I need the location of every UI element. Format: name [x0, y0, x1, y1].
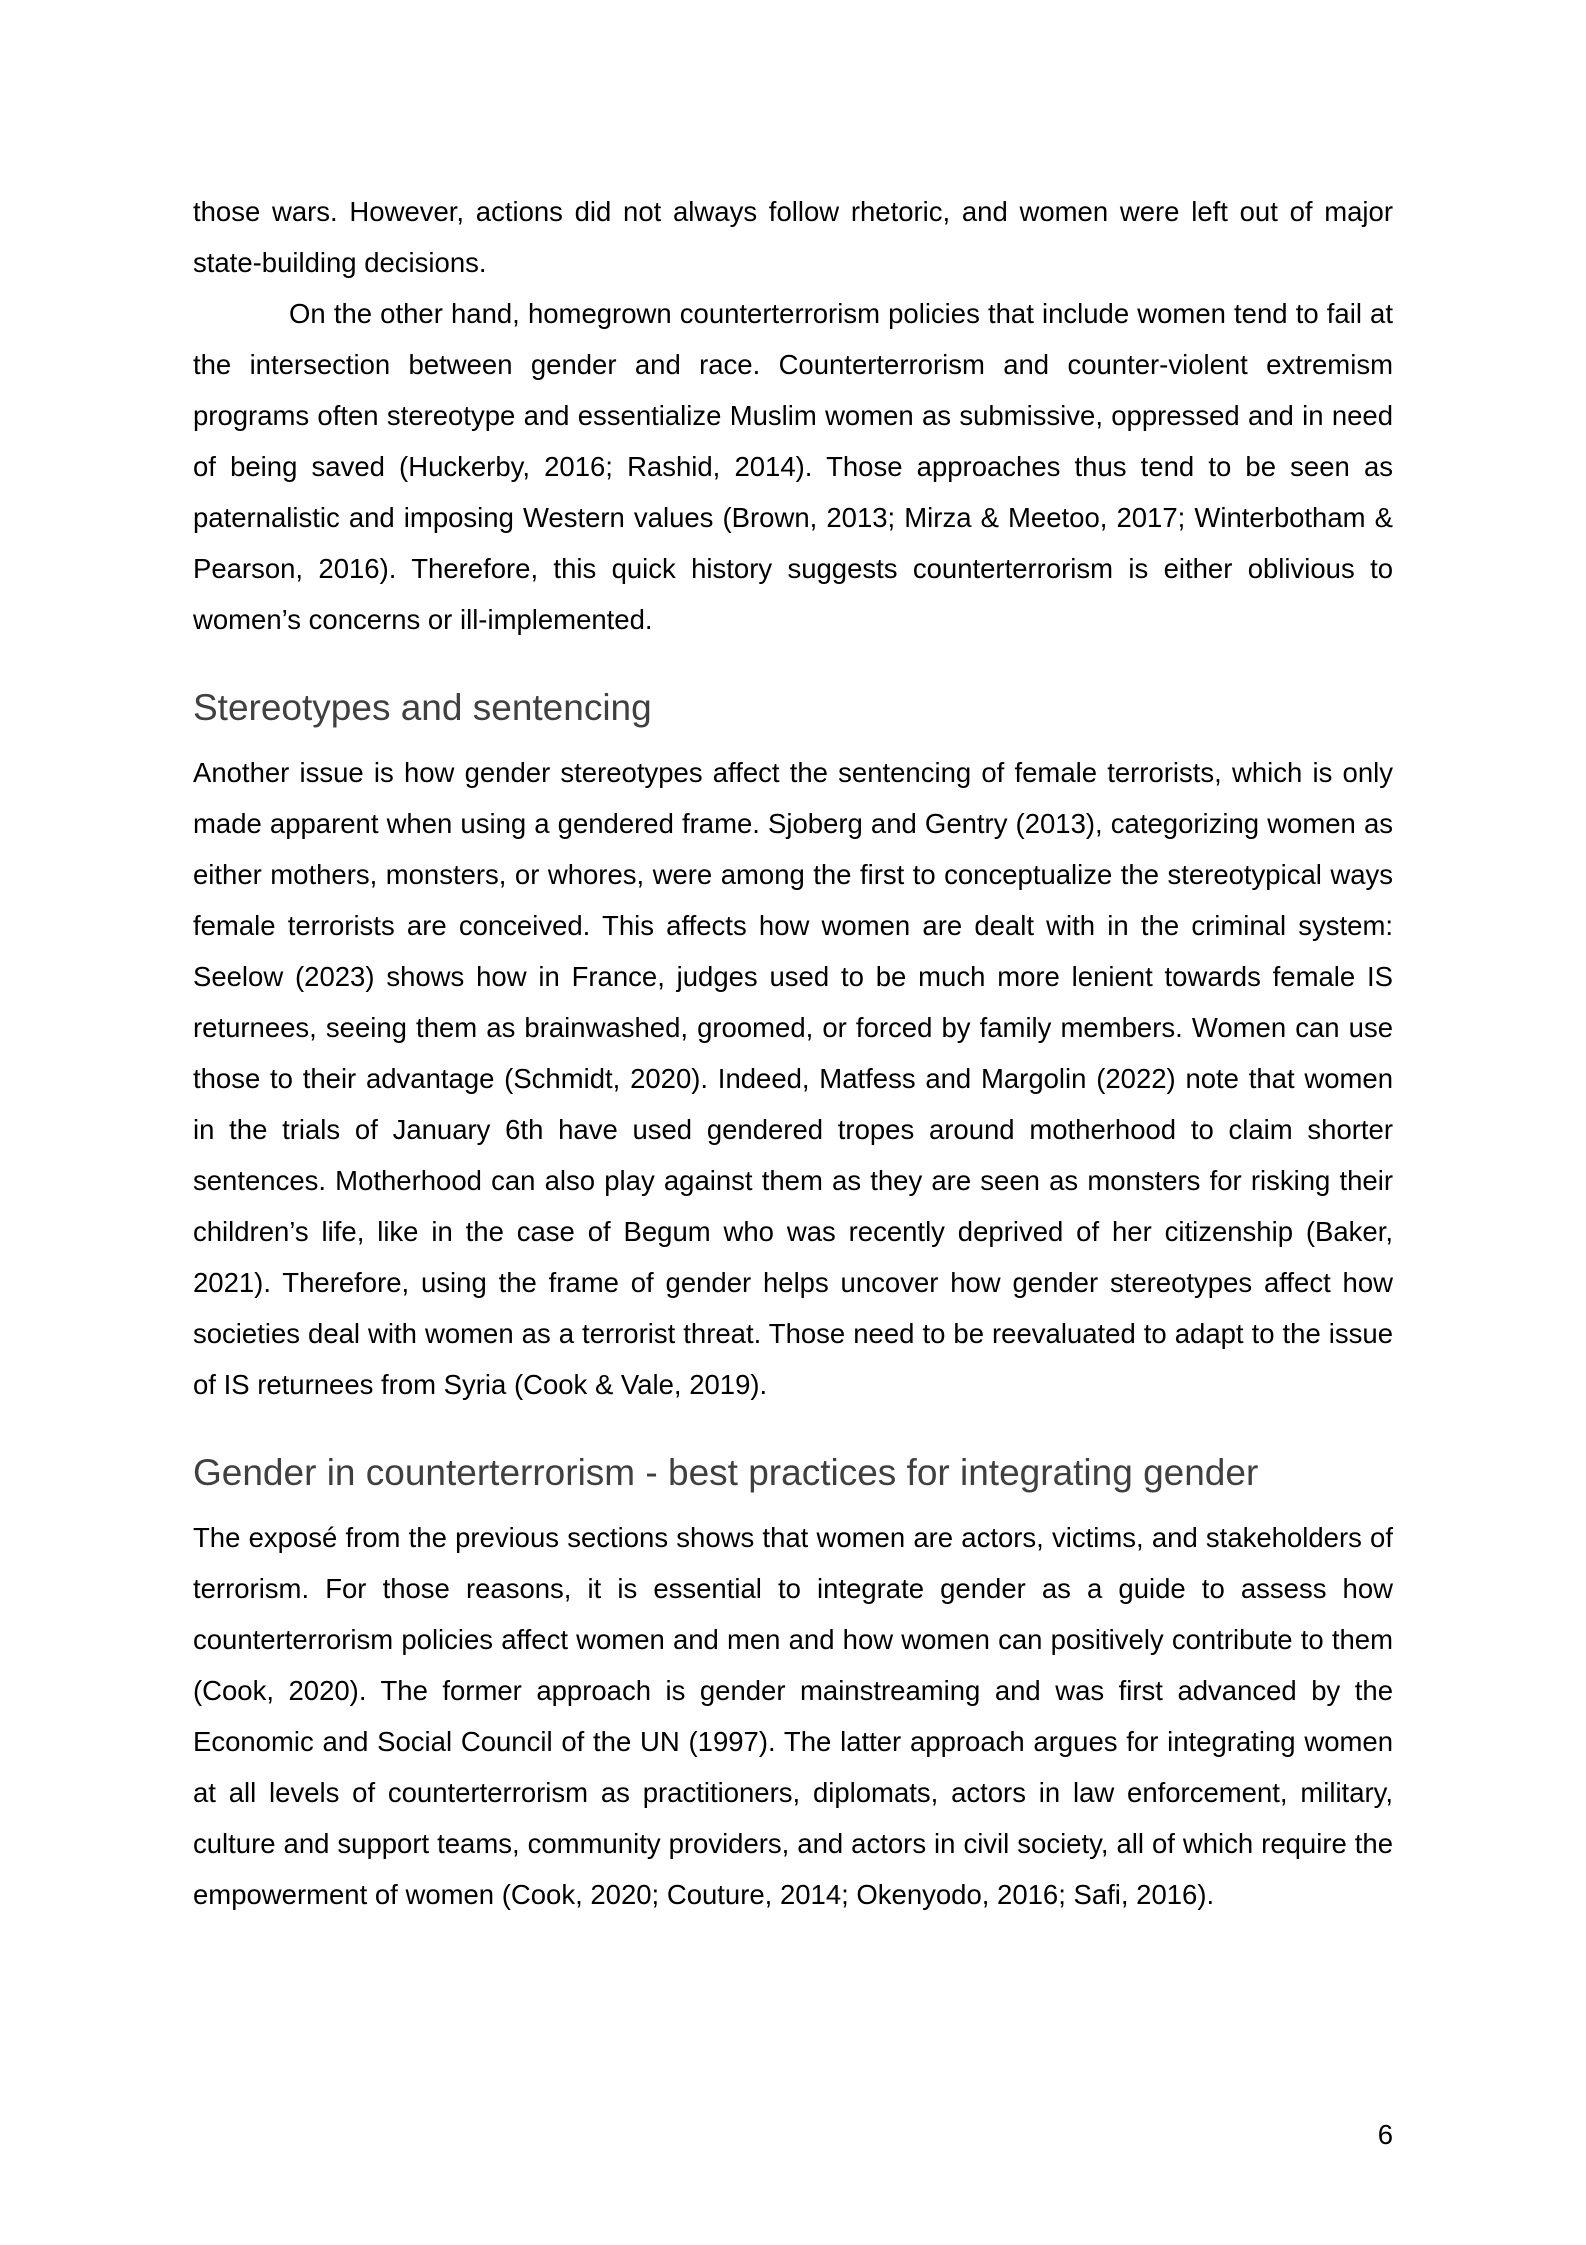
paragraph-best-practices: The exposé from the previous sections shows that women are actors, victims, and stakeholders of terrorism. For those reasons, it is essential to integrate gender as a guide to assess how counterterrorism policies affect women and men and how women can positively contribute to them (Cook, 2020). The former approach is gender mainstreaming and was first advanced by the Economic and Social Council of the UN (1997). The latter approach argues for integrating women at all levels of counterterrorism as practitioners, diplomats, actors in law enforcement, military, culture and support teams, community providers, and actors in civil society, all of which require the empowerment of women (Cook, 2020; Couture, 2014; Okenyodo, 2016; Safi, 2016).	[193, 1522, 1393, 1910]
paragraph-continuation: those wars. However, actions did not always follow rhetoric, and women were left out of major state-building decisions.	[193, 196, 1393, 278]
section-heading-gender-counterterrorism: Gender in counterterrorism - best practices for integrating gender	[193, 1452, 1259, 1493]
paragraph-homegrown-counterterrorism: On the other hand, homegrown counterterrorism policies that include women tend to fail at the intersection between gender and race. Counterterrorism and counter-violent extremism programs often stereotype and essentialize Muslim women as submissive, oppressed and in need of being saved (Huckerby, 2016; Rashid, 2014). Those approaches thus tend to be seen as paternalistic and imposing Western values (Brown, 2013; Mirza & Meetoo, 2017; Winterbotham & Pearson, 2016). Therefore, this quick history suggests counterterrorism is either oblivious to women’s concerns or ill-implemented.	[193, 298, 1393, 635]
page-number: 6	[1377, 2119, 1393, 2150]
paragraph-stereotypes-sentencing: Another issue is how gender stereotypes affect the sentencing of female terrorists, which is only made apparent when using a gendered frame. Sjoberg and Gentry (2013), categorizing women as either mothers, monsters, or whores, were among the first to conceptualize the stereotypical ways female terrorists are conceived. This affects how women are dealt with in the criminal system: Seelow (2023) shows how in France, judges used to be much more lenient towards female IS returnees, seeing them as brainwashed, groomed, or forced by family members. Women can use those to their advantage (Schmidt, 2020). Indeed, Matfess and Margolin (2022) note that women in the trials of January 6th have used gendered tropes around motherhood to claim shorter sentences. Motherhood can also play against them as they are seen as monsters for risking their children’s life, like in the case of Begum who was recently deprived of her citizenship (Baker, 2021). Therefore, using the frame of gender helps uncover how gender stereotypes affect how societies deal with women as a terrorist threat. Those need to be reevaluated to adapt to the issue of IS returnees from Syria (Cook & Vale, 2019).	[193, 757, 1393, 1400]
section-heading-stereotypes: Stereotypes and sentencing	[193, 687, 652, 728]
document-page	[193, 186, 1393, 1920]
